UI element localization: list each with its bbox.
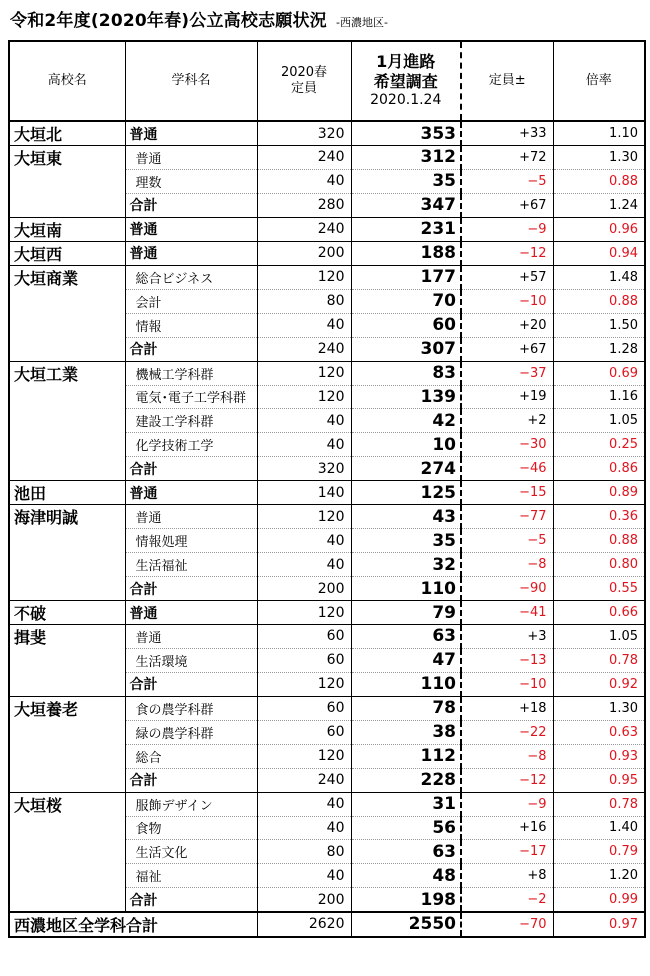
ratio-cell: 0.89: [553, 481, 645, 505]
diff-cell: −9: [461, 217, 553, 241]
diff-cell: +2: [461, 409, 553, 433]
ratio-cell: 0.94: [553, 241, 645, 265]
dept-name-cell: 生活環境: [125, 648, 257, 672]
diff-cell: −2: [461, 888, 553, 912]
dept-name-cell: 食物: [125, 816, 257, 840]
survey-cell: 228: [351, 768, 461, 792]
capacity-cell: 240: [257, 337, 351, 361]
table-row: [9, 888, 645, 912]
header-ratio: 倍率: [553, 41, 645, 121]
ratio-cell: 0.79: [553, 840, 645, 864]
dept-name-cell: 普通: [125, 601, 257, 625]
dept-name-cell: 食の農学科群: [125, 696, 257, 720]
page-title: [10, 6, 388, 32]
dept-name-cell: 電気･電子工学科群: [125, 385, 257, 409]
survey-cell: 307: [351, 337, 461, 361]
header-survey-line2: 希望調査: [373, 72, 438, 92]
dept-name-cell: 合計: [125, 888, 257, 912]
capacity-cell: 200: [257, 577, 351, 601]
grand-total-survey: 2550: [351, 912, 461, 937]
survey-cell: 60: [351, 313, 461, 337]
table-row: [9, 193, 645, 217]
survey-cell: 110: [351, 577, 461, 601]
dept-name-cell: 普通: [125, 217, 257, 241]
ratio-cell: 0.88: [553, 529, 645, 553]
ratio-cell: 1.50: [553, 313, 645, 337]
ratio-cell: 0.69: [553, 361, 645, 385]
school-name-cell: 大垣桜: [9, 792, 125, 816]
dept-name-cell: 服飾デザイン: [125, 792, 257, 816]
diff-cell: +19: [461, 385, 553, 409]
school-name-cell: 不破: [9, 601, 125, 625]
dept-name-cell: 普通: [125, 121, 257, 146]
diff-cell: −9: [461, 792, 553, 816]
survey-cell: 48: [351, 864, 461, 888]
table-row: [9, 385, 645, 409]
ratio-cell: 0.93: [553, 744, 645, 768]
application-status-table: [8, 40, 646, 938]
table-row: [9, 313, 645, 337]
school-name-cell: 海津明誠: [9, 505, 125, 529]
school-name-cell: 大垣南: [9, 217, 125, 241]
ratio-cell: 0.36: [553, 505, 645, 529]
dept-name-cell: 普通: [125, 146, 257, 170]
diff-cell: +67: [461, 337, 553, 361]
dept-name-cell: 普通: [125, 505, 257, 529]
table-row: [9, 625, 645, 649]
school-name-cell: 大垣養老: [9, 696, 125, 720]
capacity-cell: 60: [257, 625, 351, 649]
school-name-cell: 大垣東: [9, 146, 125, 170]
table-row: [9, 720, 645, 744]
diff-cell: +3: [461, 625, 553, 649]
table-row: [9, 744, 645, 768]
diff-cell: +8: [461, 864, 553, 888]
capacity-cell: 240: [257, 146, 351, 170]
dept-name-cell: 建設工学科群: [125, 409, 257, 433]
capacity-cell: 120: [257, 744, 351, 768]
ratio-cell: 1.28: [553, 337, 645, 361]
diff-cell: +57: [461, 265, 553, 289]
capacity-cell: 60: [257, 720, 351, 744]
capacity-cell: 40: [257, 529, 351, 553]
capacity-cell: 120: [257, 385, 351, 409]
capacity-cell: 200: [257, 241, 351, 265]
capacity-cell: 80: [257, 840, 351, 864]
dept-name-cell: 普通: [125, 481, 257, 505]
dept-name-cell: 合計: [125, 577, 257, 601]
ratio-cell: 0.25: [553, 433, 645, 457]
capacity-cell: 120: [257, 505, 351, 529]
school-name-cell: [9, 768, 125, 792]
ratio-cell: 0.78: [553, 792, 645, 816]
survey-cell: 63: [351, 840, 461, 864]
dept-name-cell: 合計: [125, 337, 257, 361]
school-name-cell: [9, 744, 125, 768]
capacity-cell: 140: [257, 481, 351, 505]
table-row: [9, 840, 645, 864]
diff-cell: −10: [461, 289, 553, 313]
dept-name-cell: 合計: [125, 768, 257, 792]
header-capacity-line1: 2020春: [280, 64, 328, 80]
school-name-cell: 大垣工業: [9, 361, 125, 385]
table-row: [9, 768, 645, 792]
header-diff: 定員±: [461, 41, 553, 121]
capacity-cell: 40: [257, 816, 351, 840]
survey-cell: 35: [351, 529, 461, 553]
school-name-cell: [9, 888, 125, 912]
ratio-cell: 0.63: [553, 720, 645, 744]
header-school: 高校名: [9, 41, 125, 121]
diff-cell: −12: [461, 768, 553, 792]
diff-cell: −41: [461, 601, 553, 625]
dept-name-cell: 情報処理: [125, 529, 257, 553]
survey-cell: 70: [351, 289, 461, 313]
capacity-cell: 60: [257, 648, 351, 672]
survey-cell: 125: [351, 481, 461, 505]
ratio-cell: 0.88: [553, 289, 645, 313]
diff-cell: +33: [461, 121, 553, 146]
ratio-cell: 0.66: [553, 601, 645, 625]
table-row: [9, 505, 645, 529]
dept-name-cell: 機械工学科群: [125, 361, 257, 385]
dept-name-cell: 情報: [125, 313, 257, 337]
dept-name-cell: 理数: [125, 169, 257, 193]
grand-total-label: 西濃地区全学科合計: [9, 912, 257, 937]
table-row: [9, 672, 645, 696]
ratio-cell: 0.92: [553, 672, 645, 696]
diff-cell: +72: [461, 146, 553, 170]
diff-cell: −15: [461, 481, 553, 505]
diff-cell: −30: [461, 433, 553, 457]
school-name-cell: 揖斐: [9, 625, 125, 649]
survey-cell: 10: [351, 433, 461, 457]
capacity-cell: 120: [257, 601, 351, 625]
survey-cell: 56: [351, 816, 461, 840]
diff-cell: −10: [461, 672, 553, 696]
grand-total-row: [9, 912, 645, 937]
table-row: [9, 146, 645, 170]
ratio-cell: 1.16: [553, 385, 645, 409]
ratio-cell: 1.05: [553, 625, 645, 649]
title-main: 令和2年度(2020年春)公立高校志願状況: [10, 11, 327, 31]
capacity-cell: 240: [257, 768, 351, 792]
dept-name-cell: 緑の農学科群: [125, 720, 257, 744]
school-name-cell: [9, 193, 125, 217]
survey-cell: 38: [351, 720, 461, 744]
ratio-cell: 0.78: [553, 648, 645, 672]
dept-name-cell: 生活文化: [125, 840, 257, 864]
school-name-cell: [9, 816, 125, 840]
capacity-cell: 40: [257, 409, 351, 433]
diff-cell: +20: [461, 313, 553, 337]
school-name-cell: [9, 313, 125, 337]
capacity-cell: 320: [257, 457, 351, 481]
survey-cell: 32: [351, 553, 461, 577]
table-row: [9, 121, 645, 146]
table-row: [9, 696, 645, 720]
dept-name-cell: 生活福祉: [125, 553, 257, 577]
diff-cell: −90: [461, 577, 553, 601]
dept-name-cell: 合計: [125, 193, 257, 217]
header-dept: 学科名: [125, 41, 257, 121]
diff-cell: −22: [461, 720, 553, 744]
survey-cell: 188: [351, 241, 461, 265]
capacity-cell: 40: [257, 864, 351, 888]
school-name-cell: [9, 672, 125, 696]
table-header: [9, 41, 645, 121]
survey-cell: 274: [351, 457, 461, 481]
table-row: [9, 457, 645, 481]
survey-cell: 35: [351, 169, 461, 193]
school-name-cell: 大垣西: [9, 241, 125, 265]
survey-cell: 63: [351, 625, 461, 649]
capacity-cell: 40: [257, 169, 351, 193]
diff-cell: −8: [461, 553, 553, 577]
capacity-cell: 120: [257, 672, 351, 696]
header-survey: [351, 41, 461, 121]
diff-cell: −8: [461, 744, 553, 768]
header-survey-line1: 1月進路: [376, 52, 436, 72]
school-name-cell: [9, 864, 125, 888]
school-name-cell: 池田: [9, 481, 125, 505]
table-row: [9, 361, 645, 385]
dept-name-cell: 化学技術工学: [125, 433, 257, 457]
school-name-cell: [9, 457, 125, 481]
school-name-cell: [9, 553, 125, 577]
diff-cell: −37: [461, 361, 553, 385]
ratio-cell: 1.10: [553, 121, 645, 146]
ratio-cell: 0.95: [553, 768, 645, 792]
ratio-cell: 0.55: [553, 577, 645, 601]
capacity-cell: 120: [257, 265, 351, 289]
table-row: [9, 553, 645, 577]
dept-name-cell: 普通: [125, 241, 257, 265]
table-row: [9, 481, 645, 505]
grand-total-ratio: 0.97: [553, 912, 645, 937]
dept-name-cell: 普通: [125, 625, 257, 649]
ratio-cell: 0.80: [553, 553, 645, 577]
ratio-cell: 0.96: [553, 217, 645, 241]
school-name-cell: [9, 169, 125, 193]
dept-name-cell: 福祉: [125, 864, 257, 888]
ratio-cell: 0.86: [553, 457, 645, 481]
diff-cell: −13: [461, 648, 553, 672]
survey-cell: 83: [351, 361, 461, 385]
dept-name-cell: 総合: [125, 744, 257, 768]
table-row: [9, 433, 645, 457]
school-name-cell: 大垣北: [9, 121, 125, 146]
survey-cell: 177: [351, 265, 461, 289]
table-row: [9, 648, 645, 672]
school-name-cell: [9, 385, 125, 409]
ratio-cell: 0.99: [553, 888, 645, 912]
capacity-cell: 120: [257, 361, 351, 385]
survey-cell: 198: [351, 888, 461, 912]
capacity-cell: 320: [257, 121, 351, 146]
header-capacity-line2: 定員: [290, 81, 317, 96]
survey-cell: 42: [351, 409, 461, 433]
table-row: [9, 816, 645, 840]
diff-cell: −5: [461, 529, 553, 553]
table-row: [9, 792, 645, 816]
header-capacity: [257, 41, 351, 121]
ratio-cell: 1.30: [553, 146, 645, 170]
table-row: [9, 529, 645, 553]
school-name-cell: [9, 409, 125, 433]
dept-name-cell: 会計: [125, 289, 257, 313]
school-name-cell: [9, 289, 125, 313]
capacity-cell: 240: [257, 217, 351, 241]
capacity-cell: 40: [257, 792, 351, 816]
table-row: [9, 289, 645, 313]
survey-cell: 112: [351, 744, 461, 768]
table-row: [9, 577, 645, 601]
table-body: [9, 121, 645, 937]
table-row: [9, 864, 645, 888]
table-row: [9, 601, 645, 625]
school-name-cell: [9, 840, 125, 864]
header-survey-line3: 2020.1.24: [370, 92, 442, 109]
grand-total-capacity: 2620: [257, 912, 351, 937]
capacity-cell: 280: [257, 193, 351, 217]
diff-cell: −5: [461, 169, 553, 193]
survey-cell: 312: [351, 146, 461, 170]
diff-cell: −12: [461, 241, 553, 265]
survey-cell: 353: [351, 121, 461, 146]
diff-cell: +18: [461, 696, 553, 720]
diff-cell: −77: [461, 505, 553, 529]
table-row: [9, 265, 645, 289]
survey-cell: 110: [351, 672, 461, 696]
ratio-cell: 0.88: [553, 169, 645, 193]
ratio-cell: 1.48: [553, 265, 645, 289]
school-name-cell: [9, 720, 125, 744]
title-region: -西濃地区-: [335, 16, 388, 29]
capacity-cell: 40: [257, 313, 351, 337]
capacity-cell: 200: [257, 888, 351, 912]
survey-cell: 79: [351, 601, 461, 625]
survey-cell: 139: [351, 385, 461, 409]
capacity-cell: 40: [257, 553, 351, 577]
table-row: [9, 409, 645, 433]
survey-cell: 347: [351, 193, 461, 217]
school-name-cell: [9, 337, 125, 361]
dept-name-cell: 総合ビジネス: [125, 265, 257, 289]
survey-cell: 31: [351, 792, 461, 816]
ratio-cell: 1.40: [553, 816, 645, 840]
table-row: [9, 337, 645, 361]
school-name-cell: [9, 577, 125, 601]
school-name-cell: 大垣商業: [9, 265, 125, 289]
grand-total-diff: −70: [461, 912, 553, 937]
dept-name-cell: 合計: [125, 457, 257, 481]
ratio-cell: 1.30: [553, 696, 645, 720]
survey-cell: 78: [351, 696, 461, 720]
survey-cell: 231: [351, 217, 461, 241]
survey-cell: 47: [351, 648, 461, 672]
dept-name-cell: 合計: [125, 672, 257, 696]
capacity-cell: 80: [257, 289, 351, 313]
table-row: [9, 169, 645, 193]
ratio-cell: 1.24: [553, 193, 645, 217]
school-name-cell: [9, 648, 125, 672]
diff-cell: −17: [461, 840, 553, 864]
table-row: [9, 241, 645, 265]
table-row: [9, 217, 645, 241]
school-name-cell: [9, 433, 125, 457]
diff-cell: +67: [461, 193, 553, 217]
capacity-cell: 60: [257, 696, 351, 720]
capacity-cell: 40: [257, 433, 351, 457]
diff-cell: −46: [461, 457, 553, 481]
ratio-cell: 1.20: [553, 864, 645, 888]
ratio-cell: 1.05: [553, 409, 645, 433]
school-name-cell: [9, 529, 125, 553]
diff-cell: +16: [461, 816, 553, 840]
survey-cell: 43: [351, 505, 461, 529]
